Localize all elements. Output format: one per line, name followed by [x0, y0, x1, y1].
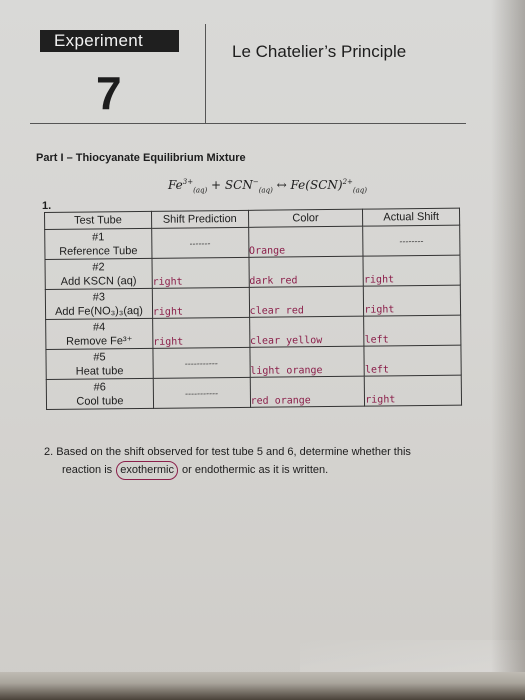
tube-cell: [45, 258, 152, 289]
eq-product-state: (aq): [352, 186, 368, 195]
prediction-cell: -----------: [153, 377, 250, 408]
part-heading: Part I – Thiocyanate Equilibrium Mixture: [36, 152, 246, 164]
tube-label: Cool tube: [76, 395, 124, 408]
tube-cell: [46, 348, 153, 379]
prediction-cell: -----------: [153, 347, 250, 378]
color-cell: red orange: [250, 376, 365, 407]
question-1-number: 1.: [42, 200, 52, 212]
tube-cell: [46, 318, 153, 349]
tube-label: Add Fe(NO₃)₃(aq): [54, 304, 143, 318]
actual-shift-cell: right: [363, 255, 460, 286]
tube-number: #4: [92, 321, 106, 334]
eq-plus: +: [207, 178, 225, 192]
color-cell: clear yellow: [249, 316, 364, 347]
tube-label: Heat tube: [75, 365, 124, 378]
tube-number: #2: [92, 261, 105, 274]
results-table: [44, 208, 462, 410]
circled-answer: exothermic: [116, 461, 178, 480]
eq-fe-charge: 3+: [182, 178, 194, 186]
question-2: [44, 444, 469, 480]
eq-scn-state: (aq): [258, 186, 273, 195]
background-edge: [491, 0, 525, 700]
page-title: Le Chatelier’s Principle: [232, 42, 407, 61]
question-2-number: 2.: [44, 446, 54, 458]
tube-number: #3: [92, 291, 105, 304]
eq-arrow: ↔: [272, 178, 291, 192]
header-color: Color: [248, 209, 363, 227]
table-row: [46, 375, 461, 409]
prediction-cell: -------: [151, 227, 248, 258]
header-divider-horizontal: [30, 123, 466, 124]
table-row: [45, 285, 460, 319]
prediction-cell: right: [152, 317, 249, 348]
header-actual-shift: Actual Shift: [363, 208, 460, 226]
table-row: [45, 255, 460, 289]
actual-shift-cell: left: [364, 345, 461, 376]
color-cell: dark red: [249, 256, 364, 287]
actual-shift-cell: right: [364, 285, 461, 316]
tube-cell: [45, 288, 152, 319]
eq-scn: SCN: [224, 178, 253, 192]
eq-product: Fe(SCN): [290, 178, 343, 192]
prediction-cell: right: [152, 257, 249, 288]
table-row: [45, 225, 460, 259]
experiment-label: Experiment: [40, 30, 179, 52]
table-row: [46, 315, 461, 349]
tube-label: Remove Fe³⁺: [66, 335, 133, 348]
tube-number: #1: [91, 231, 105, 244]
table-row: [46, 345, 461, 379]
question-2-pre: reaction is: [62, 464, 116, 476]
tube-number: #5: [93, 351, 106, 364]
header-test-tube: Test Tube: [45, 211, 152, 229]
tube-label: Add KSCN (aq): [60, 275, 137, 288]
actual-shift-cell: --------: [363, 225, 460, 256]
prediction-cell: right: [152, 287, 249, 318]
tube-cell: [46, 378, 153, 409]
color-cell: Orange: [248, 226, 363, 257]
tube-cell: [45, 228, 152, 259]
color-cell: light orange: [250, 346, 365, 377]
eq-scn-charge: −: [252, 178, 259, 186]
actual-shift-cell: left: [364, 315, 461, 346]
question-2-post: or endothermic as it is written.: [179, 464, 329, 476]
question-2-line1: Based on the shift observed for test tube 5 and 6, determine whether this: [56, 446, 411, 458]
tube-label: Reference Tube: [59, 245, 138, 258]
eq-fe: Fe: [168, 178, 183, 192]
tube-number: #6: [93, 381, 106, 394]
actual-shift-cell: right: [364, 375, 461, 406]
header-shift-prediction: Shift Prediction: [151, 210, 248, 228]
experiment-number: 7: [96, 67, 122, 119]
header-divider-vertical: [205, 24, 206, 124]
desk-surface: [0, 672, 525, 700]
eq-product-charge: 2+: [342, 178, 353, 186]
equilibrium-equation: [168, 178, 367, 194]
color-cell: clear red: [249, 286, 364, 317]
eq-fe-state: (aq): [193, 186, 208, 195]
